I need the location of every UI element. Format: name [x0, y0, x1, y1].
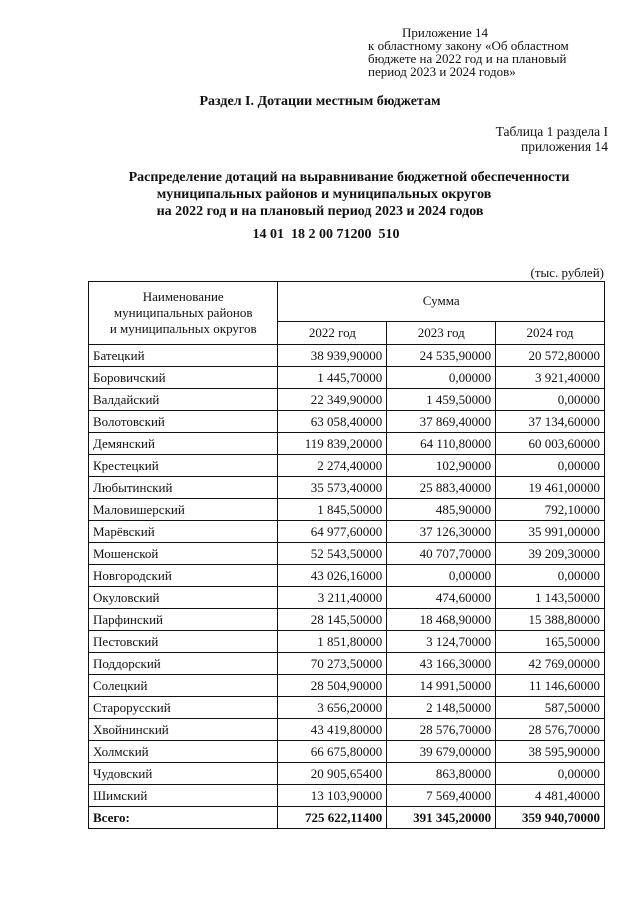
value-2023: 485,90000 [387, 499, 496, 521]
value-2024: 39 209,30000 [496, 543, 605, 565]
district-name: Хвойнинский [89, 719, 278, 741]
value-2024: 37 134,60000 [496, 411, 605, 433]
value-2022: 2 274,40000 [278, 455, 387, 477]
table-row [89, 631, 605, 653]
table-row [89, 675, 605, 697]
total-value-2024: 359 940,70000 [496, 807, 605, 829]
value-2022: 3 211,40000 [278, 587, 387, 609]
value-2024: 0,00000 [496, 389, 605, 411]
value-2024: 15 388,80000 [496, 609, 605, 631]
district-name: Батецкий [89, 345, 278, 367]
total-district-name: Всего: [89, 807, 278, 829]
district-name: Мошенской [89, 543, 278, 565]
district-name: Боровичский [89, 367, 278, 389]
district-name: Чудовский [89, 763, 278, 785]
district-name: Новгородский [89, 565, 278, 587]
table-total-row [89, 807, 605, 829]
table-row [89, 741, 605, 763]
value-2023: 102,90000 [387, 455, 496, 477]
value-2024: 1 143,50000 [496, 587, 605, 609]
district-name: Парфинский [89, 609, 278, 631]
table-row [89, 763, 605, 785]
value-2022: 119 839,20000 [278, 433, 387, 455]
value-2022: 38 939,90000 [278, 345, 387, 367]
total-value-2022: 725 622,11400 [278, 807, 387, 829]
table-row [89, 433, 605, 455]
district-name: Шимский [89, 785, 278, 807]
header-year-2024: 2024 год [496, 321, 605, 344]
value-2023: 0,00000 [387, 565, 496, 587]
value-2022: 63 058,40000 [278, 411, 387, 433]
district-name: Холмский [89, 741, 278, 763]
table-row [89, 653, 605, 675]
value-2022: 20 905,65400 [278, 763, 387, 785]
table-row [89, 609, 605, 631]
value-2023: 2 148,50000 [387, 697, 496, 719]
value-2024: 587,50000 [496, 697, 605, 719]
value-2022: 22 349,90000 [278, 389, 387, 411]
heading-line-2: муниципальных районов и муниципальных округов [156, 187, 492, 202]
appendix-note [368, 26, 620, 78]
budget-code: 14 01 18 2 00 71200 510 [252, 227, 400, 242]
appendix-line-3: бюджете на 2022 год и на плановый [368, 51, 567, 66]
value-2024: 28 576,70000 [496, 719, 605, 741]
table-row [89, 411, 605, 433]
table-reference [496, 124, 608, 154]
district-name: Валдайский [89, 389, 278, 411]
table-row [89, 389, 605, 411]
value-2022: 43 419,80000 [278, 719, 387, 741]
value-2022: 1 851,80000 [278, 631, 387, 653]
document-heading [0, 169, 640, 243]
value-2023: 474,60000 [387, 587, 496, 609]
header-name [89, 282, 278, 345]
value-2022: 52 543,50000 [278, 543, 387, 565]
district-name: Старорусский [89, 697, 278, 719]
value-2022: 66 675,80000 [278, 741, 387, 763]
table-row [89, 521, 605, 543]
value-2024: 20 572,80000 [496, 345, 605, 367]
value-2023: 18 468,90000 [387, 609, 496, 631]
district-name: Марёвский [89, 521, 278, 543]
district-name: Любытинский [89, 477, 278, 499]
table-row [89, 455, 605, 477]
table-row [89, 477, 605, 499]
value-2023: 7 569,40000 [387, 785, 496, 807]
value-2024: 4 481,40000 [496, 785, 605, 807]
district-name: Солецкий [89, 675, 278, 697]
total-value-2023: 391 345,20000 [387, 807, 496, 829]
table-row [89, 345, 605, 367]
table-row [89, 499, 605, 521]
district-name: Крестецкий [89, 455, 278, 477]
table-reference-line-1: Таблица 1 раздела I [495, 124, 608, 139]
value-2024: 35 991,00000 [496, 521, 605, 543]
district-name: Пестовский [89, 631, 278, 653]
value-2022: 1 445,70000 [278, 367, 387, 389]
district-name: Окуловский [89, 587, 278, 609]
value-2022: 70 273,50000 [278, 653, 387, 675]
table-header-row [89, 282, 605, 322]
header-year-2022: 2022 год [278, 321, 387, 344]
header-name-line-2: муниципальных районов [113, 305, 253, 320]
value-2022: 35 573,40000 [278, 477, 387, 499]
value-2023: 0,00000 [387, 367, 496, 389]
value-2024: 60 003,60000 [496, 433, 605, 455]
value-2022: 43 026,16000 [278, 565, 387, 587]
units-label: (тыс. рублей) [530, 265, 604, 280]
table-row [89, 367, 605, 389]
header-sum: Сумма [278, 282, 605, 322]
table-body [89, 345, 605, 829]
value-2022: 28 145,50000 [278, 609, 387, 631]
value-2022: 3 656,20000 [278, 697, 387, 719]
value-2023: 39 679,00000 [387, 741, 496, 763]
district-name: Поддорский [89, 653, 278, 675]
appendix-line-1: Приложение 14 [402, 25, 489, 40]
table-row [89, 697, 605, 719]
table-row [89, 543, 605, 565]
heading-line-1: Распределение дотаций на выравнивание бюджетной обеспеченности [128, 170, 570, 185]
district-name: Демянский [89, 433, 278, 455]
district-name: Маловишерский [89, 499, 278, 521]
heading-line-3: на 2022 год и на плановый период 2023 и 2024 годов [156, 204, 484, 219]
value-2024: 0,00000 [496, 763, 605, 785]
value-2024: 42 769,00000 [496, 653, 605, 675]
value-2023: 3 124,70000 [387, 631, 496, 653]
value-2024: 0,00000 [496, 565, 605, 587]
value-2023: 1 459,50000 [387, 389, 496, 411]
value-2024: 165,50000 [496, 631, 605, 653]
table-row [89, 587, 605, 609]
value-2022: 1 845,50000 [278, 499, 387, 521]
value-2023: 37 126,30000 [387, 521, 496, 543]
value-2024: 19 461,00000 [496, 477, 605, 499]
district-name: Волотовский [89, 411, 278, 433]
value-2022: 13 103,90000 [278, 785, 387, 807]
table-reference-line-2: приложения 14 [520, 139, 608, 154]
value-2023: 37 869,40000 [387, 411, 496, 433]
value-2024: 3 921,40000 [496, 367, 605, 389]
value-2023: 25 883,40000 [387, 477, 496, 499]
table-row [89, 565, 605, 587]
subsidy-table [88, 281, 605, 829]
value-2023: 28 576,70000 [387, 719, 496, 741]
header-year-2023: 2023 год [387, 321, 496, 344]
value-2023: 863,80000 [387, 763, 496, 785]
value-2023: 43 166,30000 [387, 653, 496, 675]
value-2024: 38 595,90000 [496, 741, 605, 763]
header-name-line-1: Наименование [142, 289, 224, 304]
table-row [89, 719, 605, 741]
appendix-line-4: период 2023 и 2024 годов» [368, 64, 516, 79]
table-row [89, 785, 605, 807]
section-title: Раздел I. Дотации местным бюджетам [199, 94, 441, 109]
value-2024: 0,00000 [496, 455, 605, 477]
value-2024: 11 146,60000 [496, 675, 605, 697]
value-2022: 28 504,90000 [278, 675, 387, 697]
value-2024: 792,10000 [496, 499, 605, 521]
value-2022: 64 977,60000 [278, 521, 387, 543]
value-2023: 64 110,80000 [387, 433, 496, 455]
header-name-line-3: и муниципальных округов [109, 321, 257, 336]
value-2023: 24 535,90000 [387, 345, 496, 367]
appendix-line-2: к областному закону «Об областном [368, 38, 569, 53]
value-2023: 14 991,50000 [387, 675, 496, 697]
value-2023: 40 707,70000 [387, 543, 496, 565]
